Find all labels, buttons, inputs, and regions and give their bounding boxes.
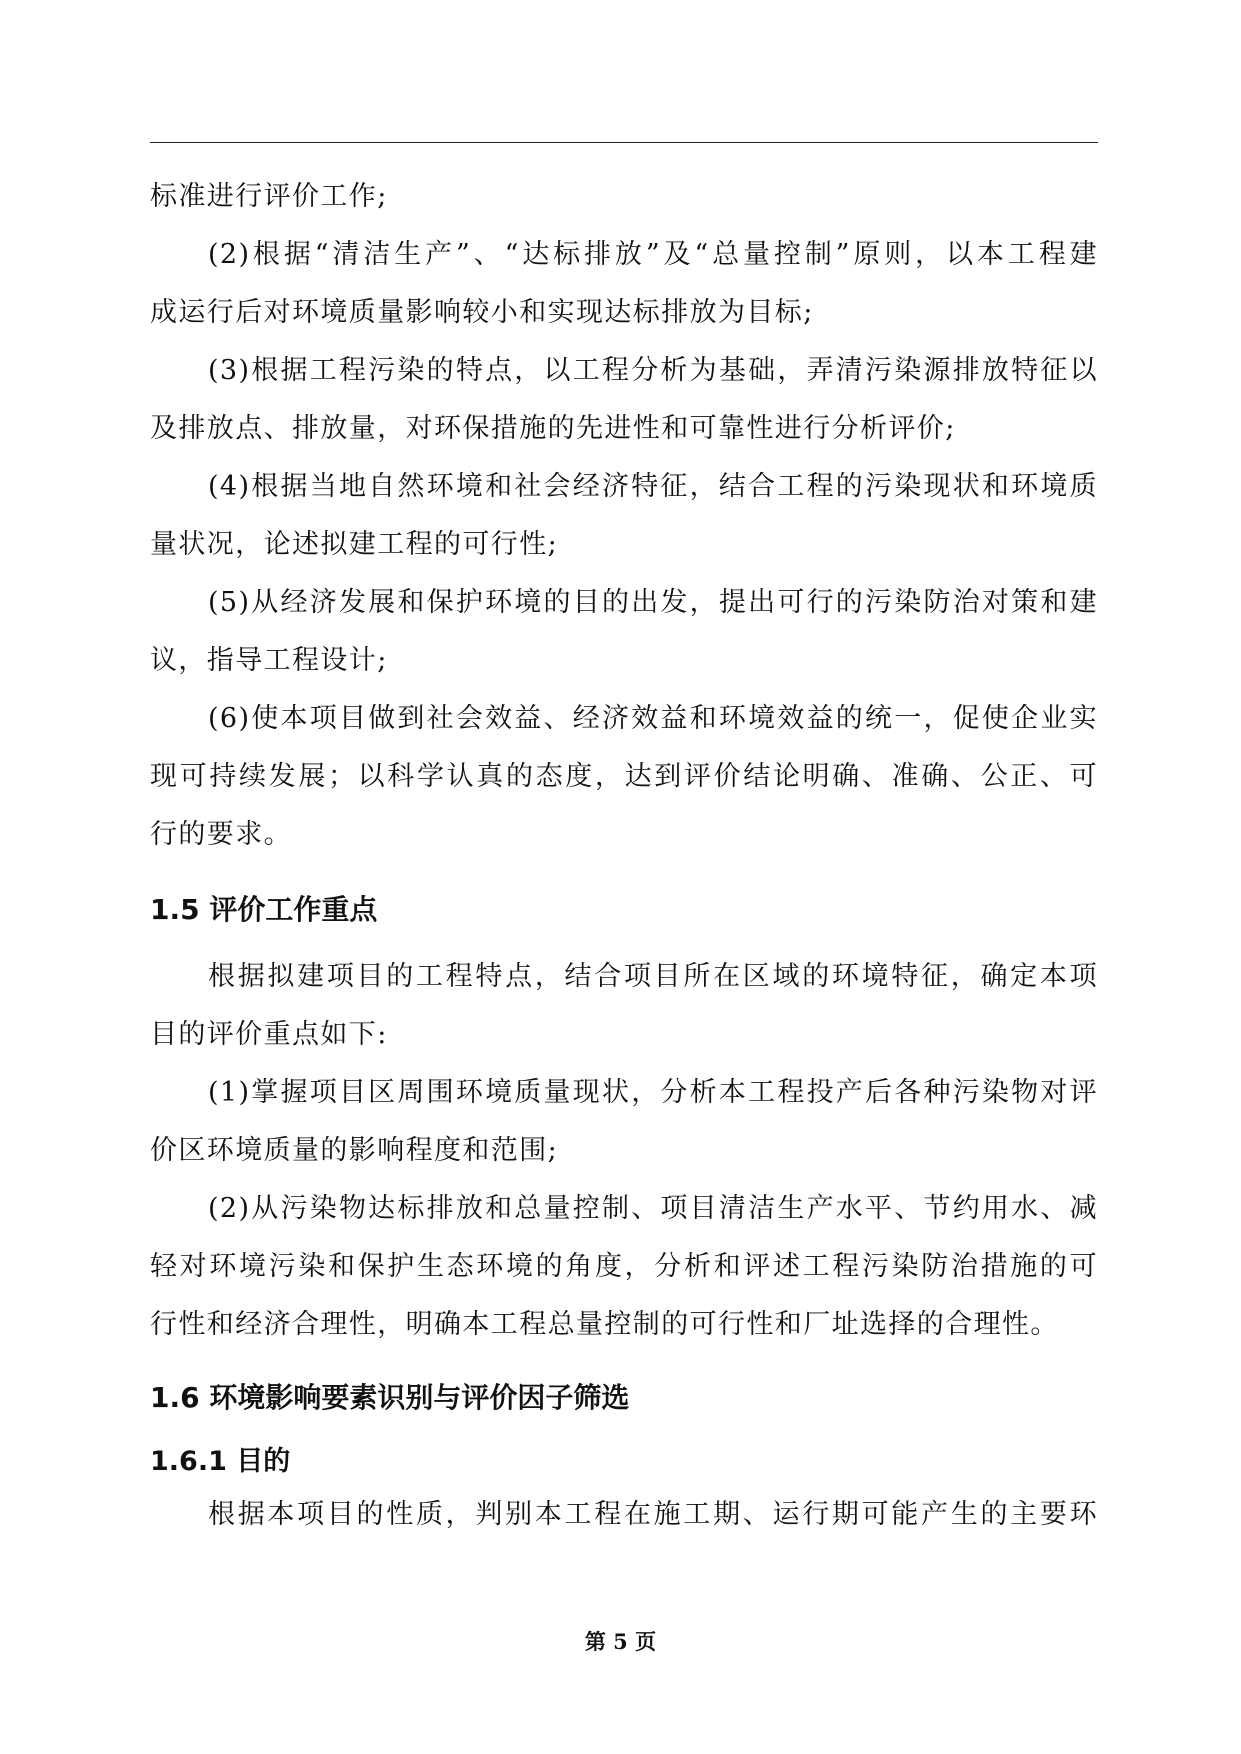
body-line: 价区环境质量的影响程度和范围; [150, 1135, 559, 1166]
page-content [150, 168, 1098, 1544]
body-line: 根据本项目的性质，判别本工程在施工期、运行期可能产生的主要环 [208, 1499, 1098, 1530]
section-heading-1-6-1: 1.6.1 目的 [150, 1446, 291, 1477]
body-line: 议，指导工程设计; [150, 645, 388, 676]
page-number: 第 5 页 [584, 1629, 657, 1654]
body-line: 轻对环境污染和保护生态环境的角度，分析和评述工程污染防治措施的可 [150, 1251, 1098, 1282]
section-heading-1-5: 1.5 评价工作重点 [150, 893, 378, 926]
body-line: (3)根据工程污染的特点，以工程分析为基础，弄清污染源排放特征以 [208, 355, 1098, 386]
body-line: 及排放点、排放量，对环保措施的先进性和可靠性进行分析评价; [150, 413, 956, 444]
body-line: (2)根据“清洁生产”、“达标排放”及“总量控制”原则，以本工程建 [208, 239, 1098, 270]
body-line: (2)从污染物达标排放和总量控制、项目清洁生产水平、节约用水、减 [208, 1193, 1098, 1224]
body-line: 标准进行评价工作; [150, 181, 388, 212]
body-line: (1)掌握项目区周围环境质量现状，分析本工程投产后各种污染物对评 [208, 1077, 1098, 1108]
body-line: 量状况，论述拟建工程的可行性; [150, 529, 559, 560]
body-line: 行的要求。 [150, 819, 292, 850]
body-line: 行性和经济合理性，明确本工程总量控制的可行性和厂址选择的合理性。 [150, 1309, 1059, 1340]
body-line: 目的评价重点如下: [150, 1019, 388, 1050]
header-rule [150, 142, 1098, 143]
body-line: (5)从经济发展和保护环境的目的出发，提出可行的污染防治对策和建 [208, 587, 1098, 618]
section-heading-1-6: 1.6 环境影响要素识别与评价因子筛选 [150, 1381, 630, 1414]
body-line: (4)根据当地自然环境和社会经济特征，结合工程的污染现状和环境质 [208, 471, 1098, 502]
body-line: 根据拟建项目的工程特点，结合项目所在区域的环境特征，确定本项 [208, 961, 1098, 992]
body-line: 成运行后对环境质量影响较小和实现达标排放为目标; [150, 297, 814, 328]
body-line: 现可持续发展；以科学认真的态度，达到评价结论明确、准确、公正、可 [150, 761, 1098, 792]
body-line: (6)使本项目做到社会效益、经济效益和环境效益的统一，促使企业实 [208, 703, 1098, 734]
